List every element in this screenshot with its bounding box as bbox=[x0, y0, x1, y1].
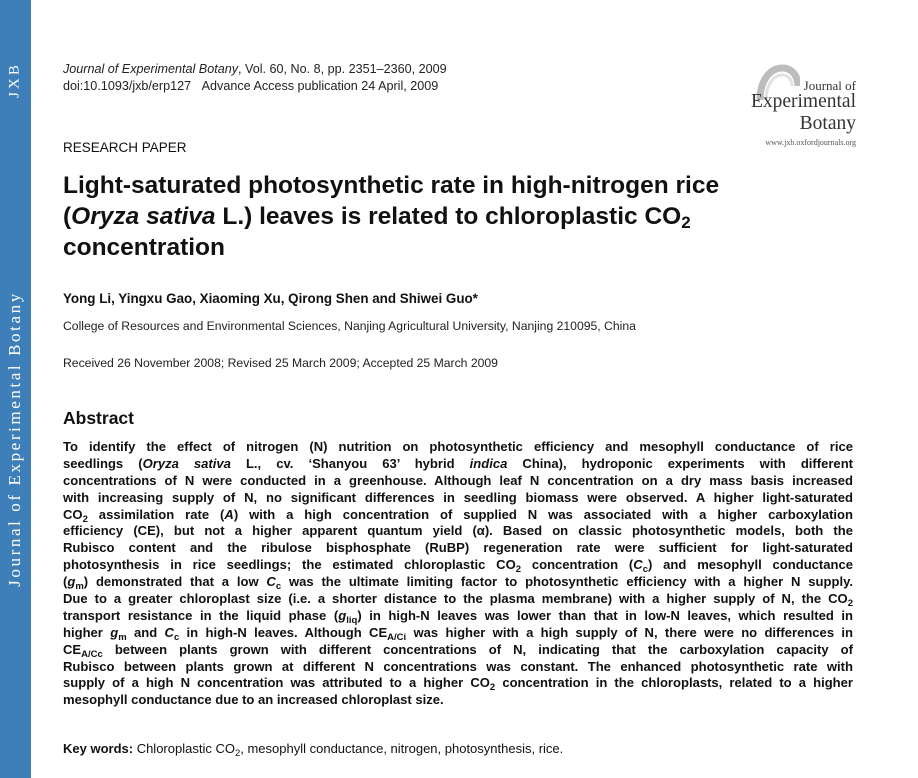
abstract-heading: Abstract bbox=[63, 408, 134, 428]
abstract-line: Due to a greater chloroplast size (i.e. a shorter distance to the plasma membrane) with a higher supply of N, the $CO_2$ bbox=[63, 591, 853, 610]
abstract-line: higher $g_m$ and $C_c$ in high-N leaves. Although $CE_{A/Ci}$ was higher with a high supply of N, there were no differences in bbox=[63, 624, 853, 643]
abstract-line: $(g_m)$ demonstrated that a low $C_c$ was the ultimate limiting factor to photosynthetic efficiency with a higher N supply. bbox=[63, 574, 853, 593]
title-line-1: Light-saturated photosynthetic rate in high-nitrogen rice bbox=[63, 172, 720, 199]
paper-title bbox=[63, 170, 823, 263]
citation-journal: Journal of Experimental Botany bbox=[63, 62, 239, 76]
abstract-line: seedlings (Oryza sativa L., cv. ‘Shanyou 63’ hybrid indica China), hydroponic experiments with different bbox=[63, 455, 854, 471]
citation-doi[interactable]: doi:10.1093/jxb/erp127 bbox=[63, 79, 192, 93]
abstract-line: efficiency (CE), but not a higher apparent quantum yield (α). Based on classic photosynthetic models, both the bbox=[63, 523, 853, 539]
abstract-line: Rubisco content and the ribulose bisphosphate (RuBP) regeneration rate were sufficient for light-saturated bbox=[63, 540, 853, 556]
citation-line-2 bbox=[63, 79, 438, 93]
title-line-3: concentration bbox=[63, 234, 225, 261]
abstract-line: To identify the effect of nitrogen (N) nutrition on photosynthetic efficiency and mesophyll conductance of rice bbox=[63, 439, 853, 454]
publication-dates: Received 26 November 2008; Revised 25 March 2009; Accepted 25 March 2009 bbox=[63, 356, 498, 370]
abstract-line: $CE_{A/Cc}$ between plants grown with different concentrations of N, indicating that the carboxylation capacity of bbox=[63, 641, 853, 660]
abstract-line: transport resistance in the liquid phase $(g_{liq})$ in high-N leaves was lower than that in low-N leaves, which resulted in bbox=[63, 607, 853, 626]
abstract-line: supply of a high N concentration was attributed to a higher $CO_2$ concentration in the chloroplasts, related to a higher bbox=[63, 675, 853, 694]
keywords: Key words: Chloroplastic $CO_2$, mesophyll conductance, nitrogen, photosynthesis, rice. bbox=[63, 741, 564, 759]
logo-experimental: Experimental bbox=[750, 91, 856, 112]
title-species: Oryza sativa bbox=[71, 203, 216, 230]
abstract-line: with increasing supply of N, no significant differences in seedling biomass were observed. A higher light-saturated bbox=[63, 489, 853, 505]
logo-url[interactable]: www.jxb.oxfordjournals.org bbox=[765, 138, 856, 147]
sidebar-abbreviation: JXB bbox=[6, 62, 23, 98]
keywords-label: Key words: bbox=[63, 741, 134, 756]
authors: Yong Li, Yingxu Gao, Xiaoming Xu, Qirong Shen and Shiwei Guo* bbox=[63, 291, 478, 306]
citation-details: , Vol. 60, No. 8, pp. 2351–2360, 2009 bbox=[238, 62, 447, 76]
abstract-line: mesophyll conductance due to an increased chloroplast size. bbox=[63, 692, 444, 708]
citation-line-1 bbox=[63, 62, 447, 76]
abstract-body bbox=[63, 439, 853, 709]
affiliation: College of Resources and Environmental Sciences, Nanjing Agricultural University, Nanjing 210095, China bbox=[63, 319, 636, 333]
journal-logo bbox=[700, 58, 860, 153]
paper-type: RESEARCH PAPER bbox=[63, 140, 187, 155]
logo-journal-of: Journal of bbox=[803, 78, 856, 93]
abstract-line: $CO_2$ assimilation rate (A) with a high concentration of supplied N was associated with a higher carboxylation bbox=[63, 506, 853, 525]
title-line-2: (Oryza sativa L.) leaves is related to chloroplastic $CO_2$ bbox=[63, 203, 691, 232]
sidebar-journal-name: Journal of Experimental Botany bbox=[5, 291, 24, 587]
citation-access: Advance Access publication 24 April, 2009 bbox=[201, 79, 439, 93]
abstract-line: photosynthesis in rice seedlings; the estimated chloroplastic $CO_2$ concentration $(C_c)$ and mesophyll conductance bbox=[63, 557, 854, 576]
abstract-line: concentrations of N were conducted in a greenhouse. Although leaf N concentration on a dry mass basis increased bbox=[63, 472, 853, 488]
abstract-line: Rubisco between plants grown at different N concentrations was constant. The enhanced photosynthetic rate with bbox=[63, 658, 853, 674]
logo-botany: Botany bbox=[799, 113, 856, 134]
